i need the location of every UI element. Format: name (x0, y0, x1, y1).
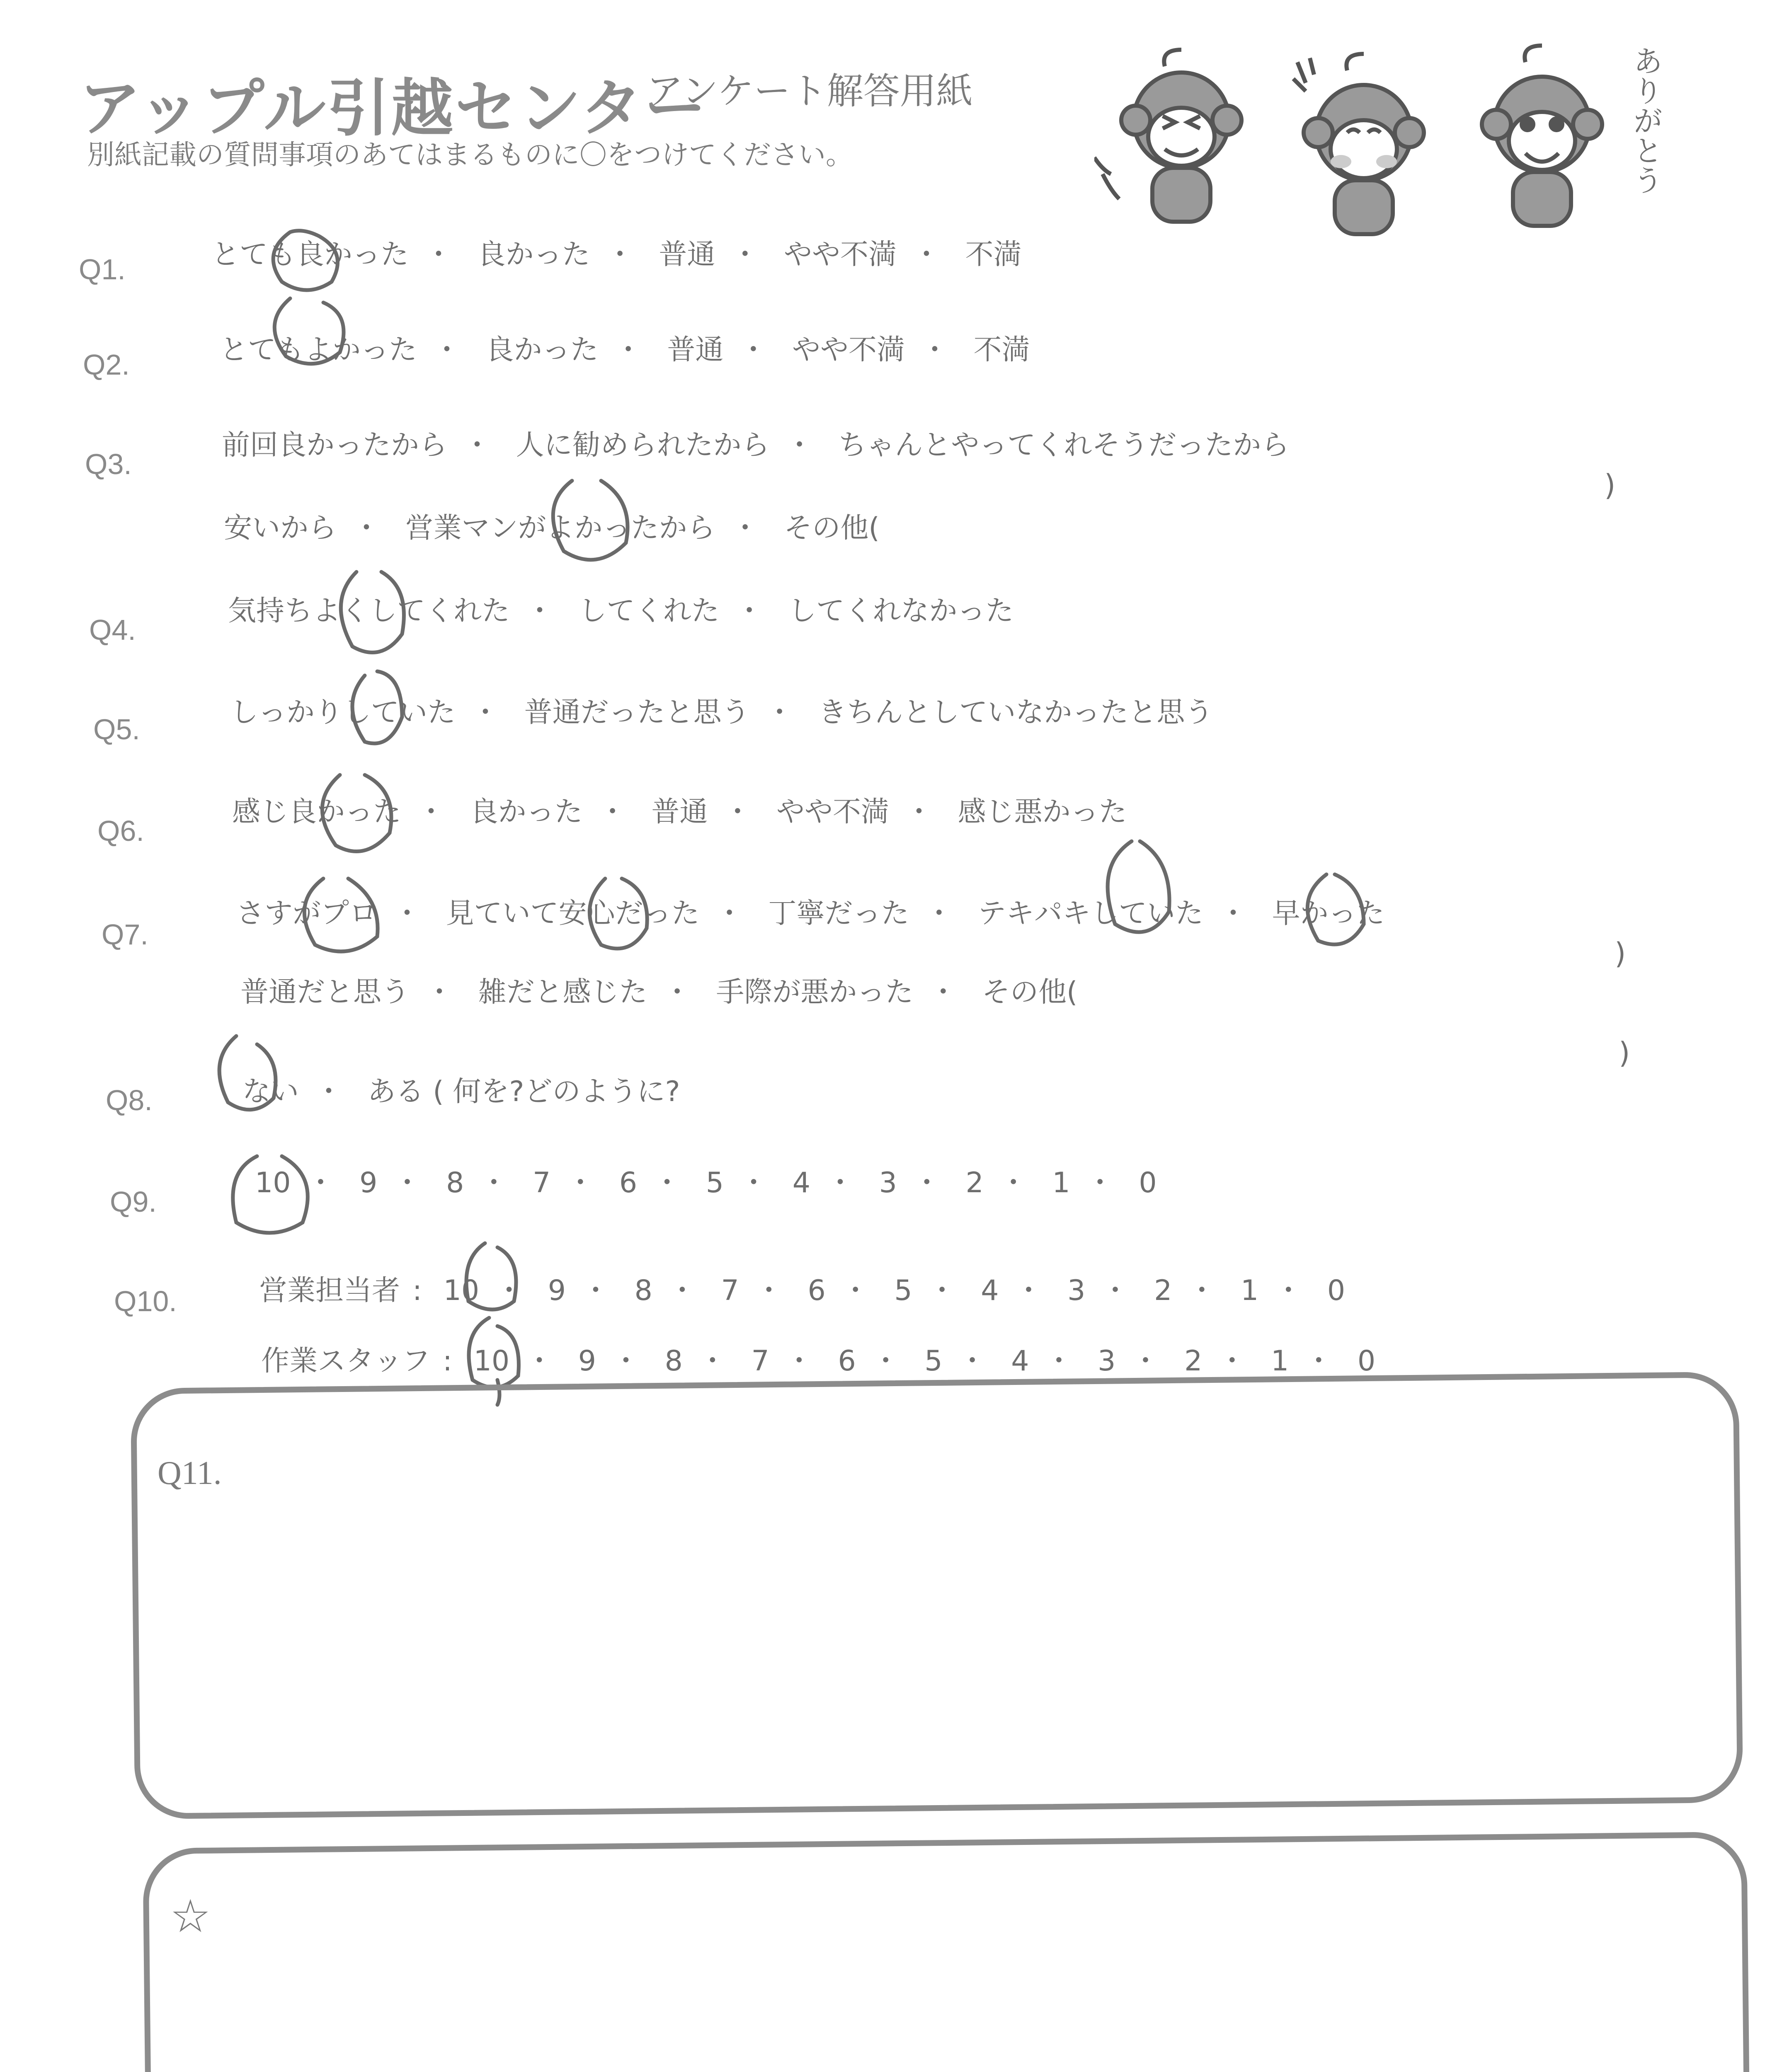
q3-option[interactable]: ちゃんとやってくれそうだったから (838, 429, 1290, 462)
q6-option[interactable]: やや不満 (776, 796, 889, 828)
answer-circle-q7-pro (304, 879, 378, 951)
q9-score[interactable]: 8 (446, 1167, 464, 1199)
q6-label: Q6. (97, 815, 144, 847)
answer-circle-q4 (341, 572, 404, 653)
q9-score[interactable]: 3 (879, 1167, 897, 1199)
answer-circle-q7-anshin (589, 879, 647, 949)
q7-options-line2: 普通だと思う ・ 雑だと感じた ・ 手際が悪かった ・ その他( (240, 976, 1078, 1009)
q1-option[interactable]: 普通 (659, 238, 715, 271)
q11-label: Q11. (158, 1455, 222, 1491)
q5-option[interactable]: 普通だったと思う (524, 696, 750, 729)
q4-option[interactable]: してくれた (578, 595, 720, 627)
q6-option[interactable]: 普通 (651, 796, 708, 828)
q10-score[interactable]: 5 (924, 1345, 943, 1377)
answer-circle-q7-tekipaki (1108, 841, 1169, 932)
q7-option[interactable]: 普通だと思う (240, 976, 410, 1009)
q5-option[interactable]: きちんとしていなかったと思う (818, 696, 1213, 729)
q10-row-staff: 作業スタッフ : 10 ・ 9 ・ 8 ・ 7 ・ 6 ・ 5 ・ 4 ・ 3 ・ 2 ・ 1 ・ 0 (261, 1345, 1376, 1377)
answer-circle-q10-sales (466, 1243, 516, 1310)
q4-label: Q4. (89, 614, 136, 646)
q10-score[interactable]: 0 (1327, 1274, 1346, 1307)
q9-score[interactable]: 6 (619, 1167, 638, 1199)
answer-circle-q9 (233, 1156, 308, 1233)
q7-option[interactable]: 早かった (1272, 897, 1385, 930)
q5-label: Q5. (93, 713, 140, 746)
q1-option[interactable]: 良かった (477, 238, 590, 271)
answer-circle-q1 (273, 231, 337, 290)
q9-score[interactable]: 1 (1052, 1167, 1070, 1199)
q9-score[interactable]: 0 (1139, 1167, 1157, 1199)
q10-score[interactable]: 5 (894, 1274, 912, 1307)
q7-option[interactable]: 手際が悪かった (716, 976, 914, 1009)
q5-option[interactable]: しっかりしていた (230, 696, 456, 729)
q2-option[interactable]: 良かった (485, 334, 599, 366)
answer-circle-q7-hayakatta (1307, 874, 1364, 944)
q1-option[interactable]: とても良かった (211, 238, 409, 271)
q8-option[interactable]: ない (242, 1075, 299, 1108)
q3-close-paren: ) (1604, 468, 1616, 502)
q10-score[interactable]: 8 (634, 1274, 652, 1307)
q9-score[interactable]: 10 (255, 1167, 291, 1199)
q2-options: とてもよかった ・ 良かった ・ 普通 ・ やや不満 ・ 不満 (220, 334, 1030, 366)
q7-option[interactable]: 丁寧だった (768, 897, 909, 930)
q3-option[interactable]: 人に勧められたから (516, 429, 770, 462)
q10-score[interactable]: 7 (721, 1274, 739, 1307)
q7-option[interactable]: 見ていて安心だった (446, 897, 700, 930)
q6-options: 感じ良かった ・ 良かった ・ 普通 ・ やや不満 ・ 感じ悪かった (232, 796, 1127, 828)
q3-options-line2: 安いから ・ 営業マンがよかったから ・ その他( (224, 512, 880, 545)
q9-score[interactable]: 2 (965, 1167, 984, 1199)
q1-options: とても良かった ・ 良かった ・ 普通 ・ やや不満 ・ 不満 (211, 238, 1022, 271)
q2-option[interactable]: 普通 (667, 334, 724, 366)
q2-label: Q2. (83, 349, 130, 381)
company-title: アップル引越センター (79, 73, 708, 145)
q10-score[interactable]: 4 (1011, 1345, 1029, 1377)
q10-label: Q10. (114, 1285, 177, 1317)
q7-option[interactable]: さすがプロ (236, 897, 378, 930)
q3-option[interactable]: 前回良かったから (222, 429, 448, 462)
q5-options: しっかりしていた ・ 普通だったと思う ・ きちんとしていなかったと思う (230, 696, 1213, 729)
star-label: ☆ (170, 1891, 211, 1942)
q2-option[interactable]: とてもよかった (220, 334, 417, 366)
q7-option[interactable]: その他( (982, 976, 1078, 1009)
q10-score[interactable]: 2 (1154, 1274, 1172, 1307)
q9-score[interactable]: 4 (792, 1167, 810, 1199)
q7-close-paren: ) (1615, 937, 1626, 971)
q1-option[interactable]: 不満 (965, 238, 1022, 271)
q10-score[interactable]: 10 (443, 1274, 480, 1307)
q10-score[interactable]: 6 (807, 1274, 826, 1307)
q3-label: Q3. (85, 448, 132, 480)
q3-option[interactable]: その他( (784, 512, 880, 545)
q8-option[interactable]: ある ( 何を?どのように? (367, 1075, 680, 1108)
answer-circle-q6 (322, 775, 391, 852)
q3-option[interactable]: 安いから (224, 512, 337, 545)
answer-circle-q3 (553, 481, 628, 560)
q10-score[interactable]: 10 (473, 1345, 510, 1377)
q7-label: Q7. (102, 918, 148, 951)
q10-score[interactable]: 1 (1270, 1345, 1289, 1377)
q8-label: Q8. (106, 1084, 153, 1116)
q10-score[interactable]: 8 (664, 1345, 683, 1377)
q10-score[interactable]: 9 (548, 1274, 566, 1307)
q10-score[interactable]: 0 (1357, 1345, 1376, 1377)
q1-label: Q1. (79, 253, 126, 286)
q10-score[interactable]: 6 (838, 1345, 856, 1377)
q9-scale: 10 ・ 9 ・ 8 ・ 7 ・ 6 ・ 5 ・ 4 ・ 3 ・ 2 ・ 1 ・ 0 (255, 1167, 1157, 1199)
thanks-text: ありがとう (1628, 46, 1663, 195)
q2-option[interactable]: 不満 (973, 334, 1030, 366)
instructions: 別紙記載の質問事項のあてはまるものに〇をつけてください。 (87, 139, 853, 171)
q10-score[interactable]: 7 (751, 1345, 769, 1377)
answer-circle-q2 (274, 298, 344, 364)
q10-row-name: 作業スタッフ (261, 1345, 431, 1377)
q1-option[interactable]: やや不満 (783, 238, 897, 271)
q10-score[interactable]: 2 (1184, 1345, 1203, 1377)
q10-score[interactable]: 3 (1098, 1345, 1116, 1377)
q7-option[interactable]: 雑だと感じた (478, 976, 647, 1009)
q10-score[interactable]: 3 (1067, 1274, 1086, 1307)
q9-score[interactable]: 7 (532, 1167, 551, 1199)
star-comment-box[interactable] (143, 1832, 1752, 2072)
q10-row-sales: 営業担当者 : 10 ・ 9 ・ 8 ・ 7 ・ 6 ・ 5 ・ 4 ・ 3 ・ 2 ・ 1 ・ 0 (259, 1274, 1346, 1307)
q4-option[interactable]: 気持ちよくしてくれた (228, 595, 510, 627)
answer-circle-q8 (219, 1036, 276, 1110)
q3-option[interactable]: 営業マンがよかったから (405, 512, 715, 545)
q3-options-line1: 前回良かったから ・ 人に勧められたから ・ ちゃんとやってくれそうだったから (222, 429, 1290, 462)
q7-options-line1: さすがプロ ・ 見ていて安心だった ・ 丁寧だった ・ テキパキしていた ・ 早かった (236, 897, 1385, 930)
q2-option[interactable]: やや不満 (792, 334, 905, 366)
q6-option[interactable]: 感じ良かった (232, 796, 402, 828)
q9-label: Q9. (110, 1186, 157, 1218)
q8-options: ない ・ ある ( 何を?どのように? (242, 1075, 680, 1108)
q10-score[interactable]: 9 (578, 1345, 596, 1377)
q10-score[interactable]: 1 (1240, 1274, 1259, 1307)
q4-option[interactable]: してくれなかった (788, 595, 1014, 627)
q6-option[interactable]: 良かった (470, 796, 583, 828)
q10-row-name: 営業担当者 (259, 1274, 400, 1307)
q9-score[interactable]: 5 (706, 1167, 724, 1199)
q10-score[interactable]: 4 (981, 1274, 999, 1307)
q4-options: 気持ちよくしてくれた ・ してくれた ・ してくれなかった (228, 595, 1014, 627)
q9-score[interactable]: 9 (359, 1167, 378, 1199)
form-subtitle: アンケート解答用紙 (647, 70, 973, 112)
q7-option[interactable]: テキパキしていた (977, 897, 1203, 930)
q8-close-paren: ) (1619, 1036, 1630, 1070)
answer-circle-q5 (352, 671, 402, 743)
q6-option[interactable]: 感じ悪かった (958, 796, 1127, 828)
q11-comment-box[interactable] (131, 1372, 1743, 1820)
